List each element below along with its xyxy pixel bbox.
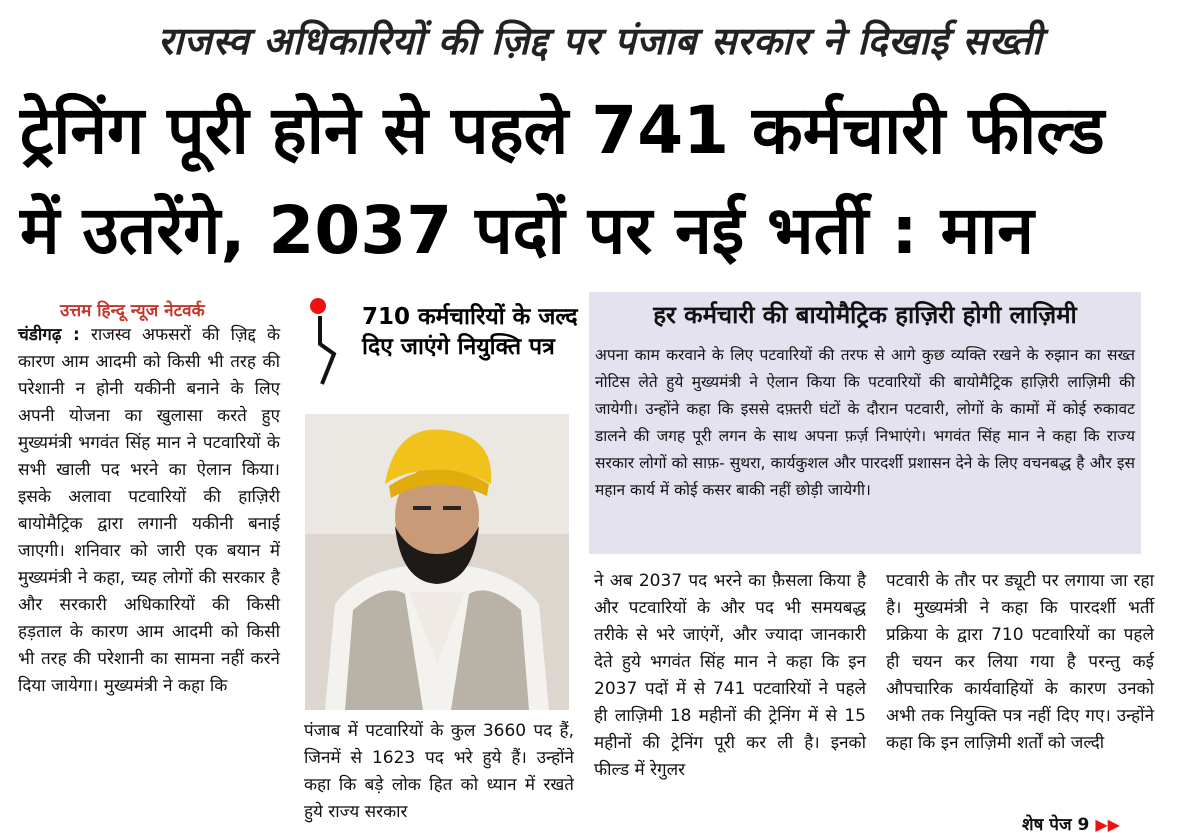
red-dot-icon bbox=[310, 298, 326, 314]
byline: उत्तम हिन्दू न्यूज नेटवर्क bbox=[60, 301, 205, 321]
callout-text: 710 कर्मचारियों के जल्द दिए जाएंगे नियुक्ति पत्र bbox=[362, 304, 578, 360]
article-column-3: ने अब 2037 पद भरने का फ़ैसला किया है और पटवारियों के और पद भी समयबद्ध तरीके से भरे जाएंगें, और ज्यादा जानकारी देते हुये भगवंत सिंह मान ने कहा कि इन 2037 पदों में से 741 पटवारियों ने पहले ही लाज़िमी 18 महीनों की ट्रेनिंग में से 15 महीनों की ट्रेनिंग पूरी कर ली है। इनको फील्ड में रेगुलर bbox=[594, 571, 866, 780]
biometric-sidebar-box bbox=[589, 292, 1141, 554]
headline-line-1: ट्रेनिंग पूरी होने से पहले 741 कर्मचारी फील्ड bbox=[20, 92, 1105, 169]
dateline: चंडीगढ़ : bbox=[18, 325, 80, 345]
portrait-photo bbox=[305, 414, 569, 710]
column-1-text: राजस्व अफसरों की ज़िद्द के कारण आम आदमी को किसी भी तरह की परेशानी न होनी यकीनी बनाने के लिए अपनी योजना का खुलासा करते हुए मुख्यमंत्री भगवंत सिंह मान ने पटवारियों के सभी खाली पद भरने का ऐलान किया। इसके अलावा पटवारियों की हाज़िरी बायोमैट्रिक द्वारा लगानी यकीनी बनाई जाएगी। शनिवार को जारी एक बयान में मुख्यमंत्री ने कहा, च्यह लोगों की सरकार है और सरकारी अधिकारियों की किसी हड़ताल के कारण आम आदमी को किसी भी तरह की परेशानी का सामना नहीं करने दिया जायेगा। मुख्यमंत्री ने कहा कि bbox=[18, 325, 281, 696]
lightning-slash-icon bbox=[316, 314, 340, 386]
article-column-1 bbox=[18, 322, 280, 700]
photo-illustration bbox=[305, 414, 569, 710]
sidebar-title: हर कर्मचारी की बायोमैट्रिक हाज़िरी होगी लाज़िमी bbox=[653, 301, 1077, 329]
article-column-4: पटवारी के तौर पर ड्यूटी पर लगाया जा रहा है। मुख्यमंत्री ने कहा कि पारदर्शी भर्ती प्रक्रिया के द्वारा 710 पटवारियों का पहले ही चयन कर लिया गया है परन्तु कई औपचारिक कार्यवाहियों के कारण उनको अभी तक नियुक्ति पत्र नहीं दिए गए। उन्होंने कहा कि इन लाज़िमी शर्तों को जल्दी bbox=[886, 571, 1154, 753]
article-column-2: पंजाब में पटवारियों के कुल 3660 पद हैं, जिनमें से 1623 पद भरे हुये हैं। उन्होंने कहा कि बड़े लोक हित को ध्यान में रखते हुये राज्य सरकार bbox=[304, 721, 574, 822]
sidebar-body: अपना काम करवाने के लिए पटवारियों की तरफ से आगे कुछ व्यक्ति रखने के रुझान का सख्त नोटिस लेते हुये मुख्यमंत्री ने ऐलान किया कि पटवारियों की बायोमैट्रिक हाज़िरी लाज़िमी की जायेगी। उन्होंने कहा कि इससे दफ़्तरी घंटों के दौरान पटवारी, लोगों के कामों में कोई रुकावट डालने की जगह पूरी लगन के साथ अपना फ़र्ज़ निभाएंगे। भगवंत सिंह मान ने कहा कि राज्य सरकार लोगों को साफ़- सुथरा, कार्यकुशल और पारदर्शी प्रशासन देने के लिए वचनबद्ध है और इस महान कार्य में कोई कसर बाकी नहीं छोड़ी जायेगी। bbox=[595, 346, 1135, 499]
continuation-link[interactable] bbox=[1022, 812, 1120, 835]
headline-line-2: में उतरेंगे, 2037 पदों पर नई भर्ती : मान bbox=[20, 192, 1034, 269]
kicker-headline: राजस्व अधिकारियों की ज़िद्द पर पंजाब सरकार ने दिखाई सख्ती bbox=[157, 19, 1043, 63]
continuation-text[interactable]: शेष पेज 9 bbox=[1022, 815, 1090, 835]
callout bbox=[302, 290, 582, 400]
double-arrow-icon: ▶▶ bbox=[1095, 815, 1120, 834]
